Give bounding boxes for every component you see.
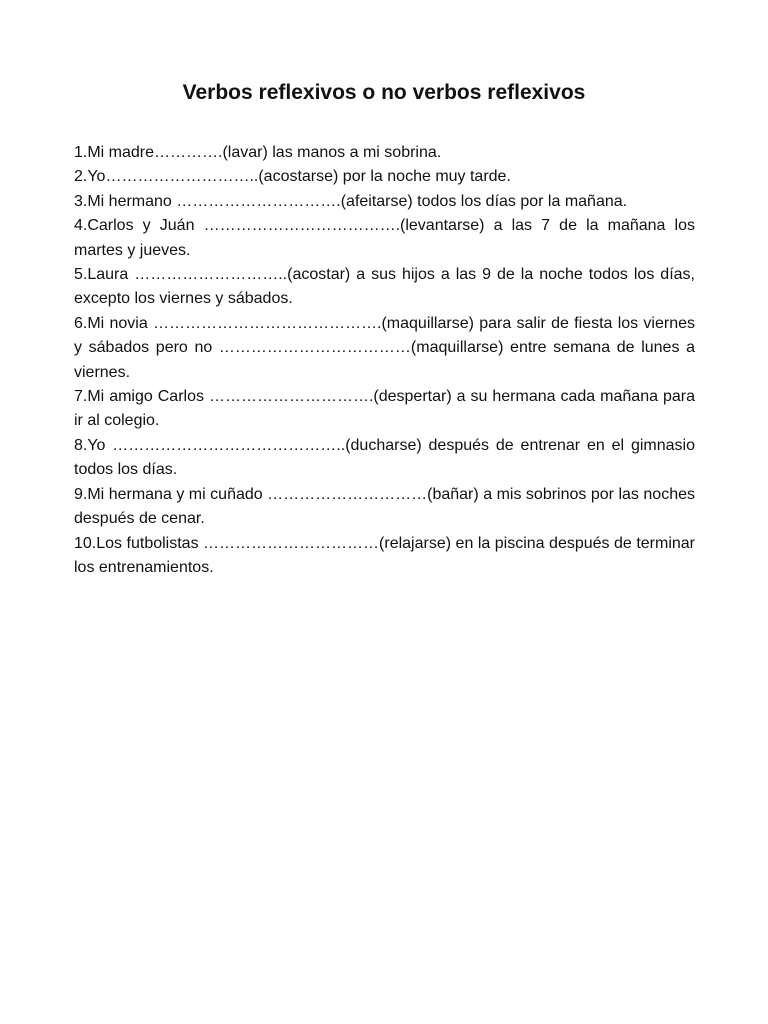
exercise-item-3: 3.Mi hermano ………………………….(afeitarse) todos los días por la mañana. [74, 192, 628, 210]
exercise-item-4: 4.Carlos y Juán ……………………………….(levantarse) a las 7 de la mañana los martes y jueves. [74, 217, 695, 259]
exercise-item-2: 2.Yo………………………..(acostarse) por la noche muy tarde. [74, 168, 511, 186]
exercise-item-9: 9.Mi hermana y mi cuñado …………………………(bañar) a mis sobrinos por las noches después de cenar. [74, 485, 695, 528]
exercise-item-5: 5.Laura ………………………..(acostar) a sus hijos a las 9 de la noche todos los días, excepto los viernes y sábados. [74, 266, 695, 308]
page-title: Verbos reflexivos o no verbos reflexivos [182, 81, 586, 104]
exercise-item-10: 10.Los futbolistas ……………………………(relajarse) en la piscina después de terminar los entrenamientos. [74, 534, 695, 576]
exercise-item-8: 8.Yo ……………………………………..(ducharse) después de entrenar en el gimnasio todos los días. [74, 436, 695, 479]
exercise-list [74, 141, 695, 580]
exercise-item-6: 6.Mi novia …………………………………….(maquillarse) para salir de fiesta los viernes y sábados pero no ………………………………(maquillarse) entre semana de lunes a viernes. [74, 314, 695, 381]
exercise-item-7: 7.Mi amigo Carlos ………………………….(despertar) a su hermana cada mañana para ir al colegio. [74, 388, 695, 430]
exercise-item-1: 1.Mi madre………….(lavar) las manos a mi sobrina. [74, 144, 442, 161]
